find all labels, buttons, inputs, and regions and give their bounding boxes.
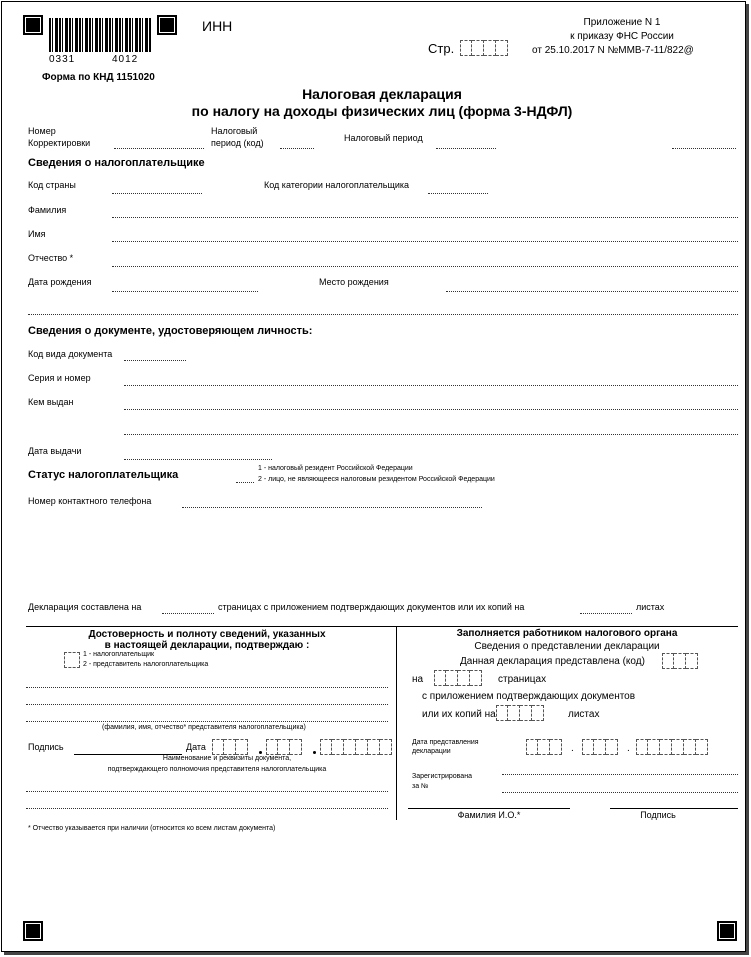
patronymic-label: Отчество *: [28, 253, 74, 263]
representative-name-field-3[interactable]: [26, 721, 388, 722]
first-name-label: Имя: [28, 229, 46, 239]
registered-label-1: Зарегистрирована: [412, 773, 472, 780]
barcode-number-left: 0331: [49, 54, 76, 65]
date-presented-year-boxes[interactable]: [636, 739, 708, 755]
corner-marker-bottom-left: [26, 924, 40, 938]
presented-code-label: Данная декларация представлена (код): [460, 656, 645, 667]
taxpayer-category-label: Код категории налогоплательщика: [264, 180, 410, 190]
phone-label: Номер контактного телефона: [28, 496, 152, 506]
issue-date-label: Дата выдачи: [28, 446, 82, 456]
date-separator-dot: [259, 751, 262, 754]
representative-name-caption: (фамилия, имя, отчество* представителя налогоплательщика): [102, 724, 306, 731]
authority-document-field-1[interactable]: [26, 791, 388, 792]
document-type-code-field[interactable]: [124, 360, 186, 361]
declaration-form-page: [1, 1, 746, 952]
birth-place-field-1[interactable]: [446, 291, 738, 292]
tax-officer-heading: Заполняется работником налогового органа: [456, 628, 678, 639]
officer-signature-field[interactable]: [610, 808, 738, 809]
country-code-label: Код страны: [28, 180, 76, 190]
with-documents-label: с приложением подтверждающих документов: [422, 691, 636, 702]
confirmation-heading-2: в настоящей декларации, подтверждаю :: [104, 640, 310, 651]
tax-period-field[interactable]: [436, 148, 496, 149]
pages-suffix: листах: [636, 602, 665, 612]
confirmer-type-box[interactable]: [64, 652, 80, 668]
date-presented-month-boxes[interactable]: [582, 739, 618, 755]
last-name-label: Фамилия: [28, 205, 67, 215]
annex-line-3: от 25.10.2017 N №ММВ-7-11/822@: [532, 45, 694, 56]
correction-number-label-2: Корректировки: [28, 138, 91, 148]
issued-by-field-1[interactable]: [124, 409, 738, 410]
registration-number-field-2[interactable]: [502, 792, 738, 793]
sheets-label: листах: [568, 709, 600, 720]
birth-place-field-2[interactable]: [28, 314, 738, 315]
confirmation-heading-1: Достоверность и полноту сведений, указанных: [88, 629, 326, 640]
confirmation-date-year-boxes[interactable]: [320, 739, 392, 755]
barcode: [49, 18, 151, 52]
attachment-sheets-boxes[interactable]: [496, 705, 544, 721]
correction-number-label-1: Номер: [28, 126, 56, 136]
tax-period-label: Налоговый период: [344, 133, 423, 143]
officer-name-label: Фамилия И.О.*: [457, 810, 521, 820]
registration-number-field-1[interactable]: [502, 774, 738, 775]
corner-marker-top-right: [160, 18, 174, 32]
status-option-resident: 1 - налоговый резидент Российской Федерации: [258, 465, 413, 472]
phone-field[interactable]: [182, 507, 482, 508]
corner-marker-top-left: [26, 18, 40, 32]
pages-prefix: Декларация составлена на: [28, 602, 142, 612]
patronymic-field[interactable]: [112, 266, 738, 267]
birth-date-field[interactable]: [112, 291, 258, 292]
registered-label-2: за №: [412, 783, 429, 790]
representative-name-field-1[interactable]: [26, 687, 388, 688]
corner-marker-bottom-right: [720, 924, 734, 938]
annex-line-1: Приложение N 1: [583, 17, 661, 28]
period-code-field[interactable]: [280, 148, 314, 149]
date-presented-label-2: декларации: [412, 748, 451, 755]
issue-date-field[interactable]: [124, 459, 272, 460]
page-label: Стр.: [428, 41, 455, 56]
bottom-block-top-border: [26, 626, 738, 627]
tax-period-year-field[interactable]: [672, 148, 736, 149]
document-type-code-label: Код вида документа: [28, 349, 113, 359]
pages-count-field[interactable]: [162, 613, 214, 614]
footnote: * Отчество указывается при наличии (относится ко всем листам документа): [28, 825, 276, 832]
authority-document-caption-1: Наименование и реквизиты документа,: [162, 755, 292, 762]
authority-document-field-2[interactable]: [26, 808, 388, 809]
date-presented-label-1: Дата представления: [412, 739, 479, 746]
pages-middle: страницах с приложением подтверждающих документов или их копий на: [218, 602, 525, 612]
taxpayer-category-field[interactable]: [428, 193, 488, 194]
date-separator-dot: [313, 751, 316, 754]
annex-line-2: к приказу ФНС России: [570, 31, 674, 42]
form-title-line-2: по налогу на доходы физических лиц (форма 3-НДФЛ): [191, 103, 573, 119]
identity-document-heading: Сведения о документе, удостоверяющем личность:: [28, 325, 313, 337]
date-separator-dot: .: [571, 743, 574, 754]
period-code-label-2: период (код): [211, 138, 264, 148]
date-separator-dot: .: [627, 743, 630, 754]
taxpayer-heading: Сведения о налогоплательщике: [28, 157, 205, 169]
confirmation-date-label: Дата: [186, 742, 206, 752]
form-code: Форма по КНД 1151020: [42, 72, 155, 83]
status-option-nonresident: 2 - лицо, не являющееся налоговым резидентом Российской Федерации: [258, 476, 495, 483]
series-number-field[interactable]: [124, 385, 738, 386]
officer-signature-label: Подпись: [640, 810, 676, 820]
first-name-field[interactable]: [112, 241, 738, 242]
authority-document-caption-2: подтверждающего полномочия представителя налогоплательщика: [107, 766, 327, 773]
presented-code-boxes[interactable]: [662, 653, 698, 669]
taxpayer-status-heading: Статус налогоплательщика: [28, 469, 179, 481]
series-number-label: Серия и номер: [28, 373, 91, 383]
submitted-pages-boxes[interactable]: [434, 670, 482, 686]
issued-by-field-2[interactable]: [124, 434, 738, 435]
barcode-number-right: 4012: [112, 54, 139, 65]
issued-by-label: Кем выдан: [28, 397, 74, 407]
page-number-boxes[interactable]: [460, 40, 508, 56]
period-code-label-1: Налоговый: [211, 126, 258, 136]
officer-name-field[interactable]: [408, 808, 570, 809]
confirmation-date-day-boxes[interactable]: [212, 739, 248, 755]
pages-label: страницах: [498, 674, 547, 685]
confirmation-signature-label: Подпись: [28, 742, 64, 752]
date-presented-day-boxes[interactable]: [526, 739, 562, 755]
taxpayer-status-field[interactable]: [236, 482, 254, 483]
country-code-field[interactable]: [112, 193, 202, 194]
form-title-line-1: Налоговая декларация: [302, 86, 462, 102]
confirmer-option-taxpayer: 1 - налогоплательщик: [83, 651, 155, 658]
representative-name-field-2[interactable]: [26, 704, 388, 705]
confirmation-date-month-boxes[interactable]: [266, 739, 302, 755]
confirmer-option-representative: 2 - представитель налогоплательщика: [83, 661, 209, 668]
bottom-block-divider: [396, 626, 397, 820]
inn-label: ИНН: [202, 18, 233, 34]
attachment-sheets-field[interactable]: [580, 613, 632, 614]
or-copies-label: или их копий на: [422, 709, 496, 720]
birth-date-label: Дата рождения: [28, 277, 92, 287]
on-label: на: [412, 674, 424, 685]
birth-place-label: Место рождения: [319, 277, 389, 287]
last-name-field[interactable]: [112, 217, 738, 218]
correction-number-field[interactable]: [114, 148, 204, 149]
submission-info-heading: Сведения о представлении декларации: [474, 641, 660, 652]
